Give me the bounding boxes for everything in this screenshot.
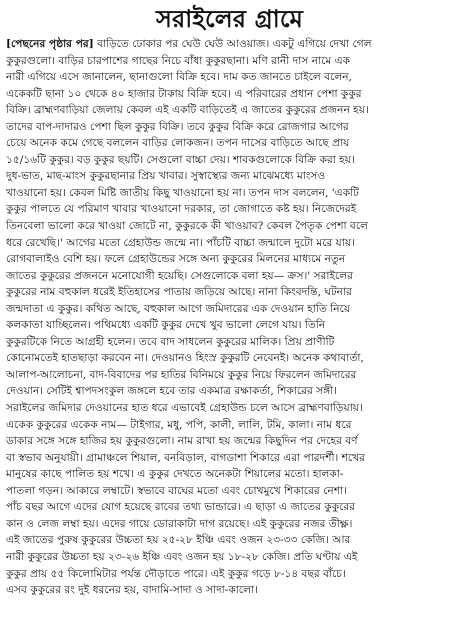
article-line-text: ডাকার সঙ্গে সঙ্গে হাজির হয় কুকুরগুলো। নাম রাখা হয় জন্মের কিছুদিন পর দেহের বর্ণ — [6, 435, 358, 448]
article-line-text: একেকটি ছানা ১০ থেকে ৪০ হাজার টাকায় বিক্রি হবে। এ পরিবারের প্রধান পেশা কুকুর — [6, 87, 362, 100]
article-line-text: ১৫/১৬টি কুকুর। বড় কুকুর ছয়টি। সেগুলো বাচ্চা দেয়। শাবকগুলোকে বিক্রি করা হয়। — [6, 153, 355, 166]
article-line — [6, 119, 453, 136]
article-line — [6, 383, 453, 400]
article-line — [6, 86, 453, 103]
article-line — [6, 135, 453, 152]
article-line — [6, 350, 453, 367]
article-line-text: পাঁচ বছর আগে এদের যোগ হয়েছে রাবের তথ্য ভান্ডারে। এ ছাড়া এ জাতের কুকুরের — [6, 501, 356, 514]
article-line-text: দেওয়ান। সেটিই শ্বাপদসংকুল জঙ্গলে হবে তার একমাত্র রক্ষাকর্তা, শিকারের সঙ্গী। — [6, 385, 337, 398]
article-line-text: দুধ-ভাত, মাছ-মাংস কুকুরছানার প্রিয় খাবার। সুস্বাস্থ্যের জন্য মাঝেমধ্যে মাংসও — [6, 170, 326, 183]
article-line — [6, 152, 453, 169]
article-line — [6, 36, 453, 53]
article-line — [6, 268, 453, 285]
article-body — [6, 36, 453, 599]
article-line-text: কোনোমতেই হাতছাড়া করবেন না। দেওয়ানও হিংস্র কুকুরটি নেবেনই। অনেক কথাবার্তা, — [6, 352, 364, 365]
article-line-text: এসব কুকুরের রং দুই ধরনের হয়, বাদামি-সাদা ও সাদা-কালো। — [6, 584, 258, 597]
article-line-text: বিক্রি। ব্রাহ্মণবাড়িয়া জেলায় কেবল এই একটি বাড়িতেই এ জাতের কুকুরের প্রজনন হয়। — [6, 104, 369, 117]
article-line-text: ধরে রেখেছি।' আগের মতো গ্রেহাউন্ড জন্মে না। পাঁচটি বাচ্চা জন্মালে দুটো মরে যায়। — [6, 236, 355, 249]
article-line-text: আলাপ-আলোচনা, বাদ-বিবাদের পর হাতির বিনিময়ে কুকুর নিয়ে ফিরলেন জমিদারের — [6, 368, 357, 381]
article-line — [6, 218, 453, 235]
article-line — [6, 367, 453, 384]
article-line — [6, 53, 453, 70]
article-line-text: খাওয়ানো হয়। কেবল মিষ্টি জাতীয় কিছু খাওয়ানো হয় না। তপন দাস বললেন, 'একটি — [6, 186, 359, 199]
article-line — [6, 549, 453, 566]
article-line-text: এই জাতের পুরুষ কুকুরের উচ্চতা হয় ২৫-২৮ ইঞ্চি এবং ওজন ২৩-৩৩ কেজি। আর — [6, 534, 351, 547]
article-line — [6, 532, 453, 549]
article-line-text: কুকুর প্রায় ৫৫ কিলোমিটার পর্যন্ত দৌড়াতে পারে। এই কুকুর গড়ে ৮-১৪ বছর বাঁচে। — [6, 567, 346, 580]
article-line — [6, 417, 453, 434]
article-line-text: বাড়িতে ঢোকার পর ঘেউ ঘেউ আওয়াজ। একটু এগিয়ে দেখা গেল — [97, 38, 372, 50]
article-headline: সরাইলের গ্রামে — [155, 5, 304, 33]
article-line — [6, 450, 453, 467]
article-line — [6, 499, 453, 516]
article-line-text: কান ও লেজ লম্বা হয়। এদের গায়ে ডোরাকাটা দাগ রয়েছে। এই কুকুরের নজর তীক্ষ্ণ। — [6, 517, 353, 530]
article-line — [6, 69, 453, 86]
article-line-text: কলকাতা যাচ্ছিলেন। পথিমধ্যে একটি কুকুর দেখে খুব ভালো লেগে যায়। তিনি — [6, 319, 326, 332]
article-line-text: তিনবেলা ভালো করে খাওয়া জোটে না, কুকুরকে কী খাওয়াব? কেবল পৈতৃক পেশা বলে — [6, 220, 368, 233]
article-line — [6, 102, 453, 119]
article-line — [6, 284, 453, 301]
article-line — [6, 516, 453, 533]
article-line-text: নারী কুকুরের উচ্চতা হয় ২৩-২৬ ইঞ্চি এবং ওজন হয় ১৮-২৮ কেজি। প্রতি ঘণ্টায় এই — [6, 550, 358, 563]
article-line — [6, 235, 453, 252]
article-line — [6, 582, 453, 599]
article-line — [6, 168, 453, 185]
article-line-text: সরাইলের জমিদার দেওয়ানের হাত ধরে এভাবেই গ্রেহাউন্ড চলে আসে ব্রাহ্মণবাড়িয়ায়। — [6, 402, 363, 415]
article-line-text: রোগবালাইও বেশি হয়। ফলে গ্রেহাউন্ডের সঙ্গে অন্য কুকুরের মিলনের মাধ্যমে নতুন — [6, 253, 346, 266]
article-line — [6, 466, 453, 483]
article-line-text: চেয়ে অনেক কমে গেছে বললেন বাড়ির লোকজন। তপন দাসের বাড়িতে আছে প্রায় — [6, 137, 350, 150]
article-line — [6, 185, 453, 202]
article-line-text: মানুষের কাছে পালিত হয় শখে। এ কুকুর দেখতে অনেকটা শিয়ালের মতো। হালকা- — [6, 468, 344, 481]
article-line-text: নারী এগিয়ে এসে জানালেন, ছানাগুলো বিক্রি হবে। দাম কত জানতে চাইলে বলেন, — [6, 71, 352, 84]
article-line — [6, 334, 453, 351]
article-line-text: পাতলা গড়ন। আকারে লম্বাটে। স্বভাবে বাঘের মতো এবং চোখমুখে শিকারের নেশা। — [6, 484, 347, 497]
article-line-text: জাতের কুকুরের প্রজননে মনোযোগী হয়েছি। সেগুলোকে বলা হয়— ক্রস।' সরাইলের — [6, 269, 353, 282]
article-line-text: কুকুরগুলো। বাড়ির চারপাশের গাছের নিচে বাঁধা কুকুরছানা। মণি রানী দাস নামে এক — [6, 54, 351, 67]
article-line-text: জন্মদাতা এ কুকুর। কথিত আছে, বহুকাল আগে জমিদারের এক দেওয়ান হাতি নিয়ে — [6, 302, 351, 315]
article-line-text: কুকুরের নাম বহুকাল ধরেই ইতিহাসের পাতায় জড়িয়ে আছে। নানা কিংবদন্তি, ঘটনার — [6, 286, 352, 299]
article-line — [6, 301, 453, 318]
article-line — [6, 201, 453, 218]
article-line — [6, 433, 453, 450]
article-line-text: একেক কুকুরের একেক নাম— টাইগার, মধু, পপি, কালী, লালি, টমি, কালা। নাম ধরে — [6, 418, 352, 431]
article-line-text: কুকুরটিকে নিতে আগ্রহী হলেন। তবে বাদ সাধলেন কুকুরের মালিক। প্রিয় প্রাণীটি — [6, 335, 335, 348]
article-line — [6, 400, 453, 417]
continued-from-label: [পেছনের পৃষ্ঠার পর] — [6, 38, 94, 50]
article-line — [6, 251, 453, 268]
article-line — [6, 317, 453, 334]
article-line-text: কুকুর পালতে যে পরিমাণ খাবার খাওয়ানো দরকার, তা জোগাতে কষ্ট হয়। নিজেদেরই — [6, 203, 357, 216]
article-line-text: তাদের বাপ-দাদারও পেশা ছিল কুকুর বিক্রি। তবে কুকুর বিক্রি করে রোজগার আগের — [6, 120, 349, 133]
article-line — [6, 566, 453, 583]
news-clipping — [6, 4, 453, 629]
article-line — [6, 483, 453, 500]
article-line-text: বা স্বভাব অনুযায়ী। গ্রামাঞ্চলে শিয়াল, বনবিড়াল, বাগডাশা শিকারে এরা পারদর্শী। শখের — [6, 451, 365, 464]
